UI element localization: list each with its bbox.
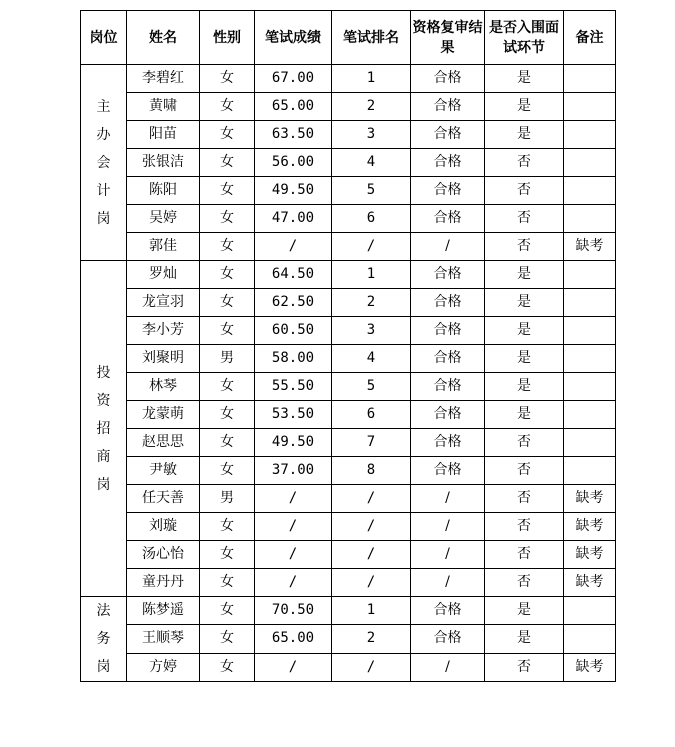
cell-name: 童丹丹	[127, 569, 200, 597]
cell-interview: 否	[485, 233, 564, 261]
cell-note: 缺考	[564, 653, 616, 681]
table-row	[81, 541, 616, 569]
cell-name: 阳苗	[127, 121, 200, 149]
header-score: 笔试成绩	[255, 11, 332, 65]
cell-score: 67.00	[255, 65, 332, 93]
table-row	[81, 569, 616, 597]
cell-interview: 是	[485, 121, 564, 149]
table-row	[81, 93, 616, 121]
cell-gender: 女	[200, 653, 255, 681]
cell-name: 方婷	[127, 653, 200, 681]
cell-review: 合格	[411, 289, 485, 317]
cell-name: 陈梦遥	[127, 597, 200, 625]
cell-name: 赵思思	[127, 429, 200, 457]
cell-review: /	[411, 485, 485, 513]
table-row	[81, 233, 616, 261]
cell-rank: 3	[332, 317, 411, 345]
cell-gender: 女	[200, 569, 255, 597]
cell-review: 合格	[411, 93, 485, 121]
cell-name: 陈阳	[127, 177, 200, 205]
post-label: 投资招商岗	[96, 364, 111, 493]
cell-review: /	[411, 541, 485, 569]
cell-note: 缺考	[564, 569, 616, 597]
results-table	[80, 10, 616, 682]
cell-review: 合格	[411, 149, 485, 177]
cell-rank: 5	[332, 177, 411, 205]
cell-rank: /	[332, 485, 411, 513]
cell-rank: 5	[332, 373, 411, 401]
cell-note	[564, 149, 616, 177]
cell-review: 合格	[411, 625, 485, 653]
cell-score: 49.50	[255, 177, 332, 205]
cell-rank: /	[332, 233, 411, 261]
cell-gender: 女	[200, 597, 255, 625]
cell-name: 刘聚明	[127, 345, 200, 373]
cell-interview: 是	[485, 289, 564, 317]
cell-score: 60.50	[255, 317, 332, 345]
cell-rank: 2	[332, 93, 411, 121]
cell-review: /	[411, 513, 485, 541]
table-row	[81, 485, 616, 513]
cell-gender: 女	[200, 177, 255, 205]
header-row	[81, 11, 616, 65]
table-row	[81, 597, 616, 625]
cell-name: 尹敏	[127, 457, 200, 485]
cell-note	[564, 597, 616, 625]
cell-score: /	[255, 569, 332, 597]
cell-note	[564, 401, 616, 429]
cell-interview: 否	[485, 429, 564, 457]
cell-name: 任天善	[127, 485, 200, 513]
cell-name: 吴婷	[127, 205, 200, 233]
cell-interview: 是	[485, 625, 564, 653]
cell-gender: 女	[200, 289, 255, 317]
cell-score: /	[255, 513, 332, 541]
cell-note	[564, 317, 616, 345]
cell-note	[564, 429, 616, 457]
cell-review: 合格	[411, 205, 485, 233]
cell-review: 合格	[411, 457, 485, 485]
cell-name: 刘璇	[127, 513, 200, 541]
cell-score: /	[255, 233, 332, 261]
cell-review: /	[411, 569, 485, 597]
cell-note	[564, 261, 616, 289]
cell-interview: 是	[485, 401, 564, 429]
post-label: 主办会计岗	[96, 98, 111, 227]
cell-score: 56.00	[255, 149, 332, 177]
table-row	[81, 401, 616, 429]
cell-post	[81, 597, 127, 682]
cell-gender: 女	[200, 513, 255, 541]
cell-name: 林琴	[127, 373, 200, 401]
cell-gender: 女	[200, 233, 255, 261]
cell-score: 64.50	[255, 261, 332, 289]
cell-gender: 女	[200, 149, 255, 177]
cell-interview: 否	[485, 177, 564, 205]
cell-review: /	[411, 653, 485, 681]
table-row	[81, 625, 616, 653]
cell-score: 47.00	[255, 205, 332, 233]
cell-review: 合格	[411, 65, 485, 93]
cell-review: 合格	[411, 261, 485, 289]
table-row	[81, 345, 616, 373]
post-label: 法务岗	[96, 603, 111, 675]
cell-name: 张银洁	[127, 149, 200, 177]
header-post: 岗位	[81, 11, 127, 65]
cell-score: 63.50	[255, 121, 332, 149]
cell-name: 罗灿	[127, 261, 200, 289]
cell-note	[564, 457, 616, 485]
cell-note	[564, 345, 616, 373]
cell-rank: 7	[332, 429, 411, 457]
cell-note: 缺考	[564, 541, 616, 569]
cell-gender: 女	[200, 373, 255, 401]
cell-interview: 否	[485, 513, 564, 541]
cell-post	[81, 261, 127, 597]
cell-rank: 4	[332, 345, 411, 373]
cell-rank: 1	[332, 261, 411, 289]
cell-interview: 否	[485, 485, 564, 513]
cell-note	[564, 289, 616, 317]
table-body	[81, 65, 616, 682]
cell-gender: 女	[200, 429, 255, 457]
cell-note: 缺考	[564, 513, 616, 541]
cell-rank: /	[332, 541, 411, 569]
cell-gender: 女	[200, 261, 255, 289]
cell-note	[564, 625, 616, 653]
cell-interview: 否	[485, 149, 564, 177]
cell-score: /	[255, 653, 332, 681]
cell-interview: 是	[485, 345, 564, 373]
cell-review: 合格	[411, 401, 485, 429]
cell-review: 合格	[411, 597, 485, 625]
cell-interview: 是	[485, 597, 564, 625]
cell-rank: 8	[332, 457, 411, 485]
table-row	[81, 457, 616, 485]
cell-post	[81, 65, 127, 261]
cell-rank: 3	[332, 121, 411, 149]
cell-name: 黄啸	[127, 93, 200, 121]
table-row	[81, 513, 616, 541]
header-name: 姓名	[127, 11, 200, 65]
cell-score: 70.50	[255, 597, 332, 625]
cell-note	[564, 373, 616, 401]
header-review: 资格复审结果	[411, 11, 485, 65]
cell-note	[564, 205, 616, 233]
cell-score: 55.50	[255, 373, 332, 401]
cell-score: /	[255, 541, 332, 569]
header-rank: 笔试排名	[332, 11, 411, 65]
header-note: 备注	[564, 11, 616, 65]
cell-interview: 是	[485, 373, 564, 401]
cell-gender: 女	[200, 401, 255, 429]
cell-note	[564, 121, 616, 149]
cell-rank: 1	[332, 65, 411, 93]
cell-gender: 女	[200, 317, 255, 345]
cell-gender: 女	[200, 65, 255, 93]
cell-name: 王顺琴	[127, 625, 200, 653]
cell-name: 李碧红	[127, 65, 200, 93]
cell-gender: 女	[200, 625, 255, 653]
cell-interview: 否	[485, 205, 564, 233]
cell-review: 合格	[411, 177, 485, 205]
cell-interview: 是	[485, 317, 564, 345]
cell-score: 58.00	[255, 345, 332, 373]
cell-rank: 2	[332, 289, 411, 317]
cell-rank: 1	[332, 597, 411, 625]
cell-review: 合格	[411, 121, 485, 149]
cell-name: 龙蒙萌	[127, 401, 200, 429]
cell-gender: 女	[200, 457, 255, 485]
cell-interview: 是	[485, 65, 564, 93]
cell-rank: /	[332, 653, 411, 681]
table-row	[81, 317, 616, 345]
cell-review: 合格	[411, 429, 485, 457]
table-row	[81, 653, 616, 681]
cell-rank: 2	[332, 625, 411, 653]
cell-interview: 否	[485, 569, 564, 597]
cell-rank: 6	[332, 205, 411, 233]
table-row	[81, 177, 616, 205]
table-row	[81, 205, 616, 233]
cell-gender: 女	[200, 121, 255, 149]
cell-note: 缺考	[564, 233, 616, 261]
cell-score: 65.00	[255, 625, 332, 653]
header-interview: 是否入围面试环节	[485, 11, 564, 65]
cell-note: 缺考	[564, 485, 616, 513]
cell-score: 62.50	[255, 289, 332, 317]
cell-rank: /	[332, 569, 411, 597]
cell-interview: 是	[485, 93, 564, 121]
cell-interview: 否	[485, 541, 564, 569]
cell-name: 郭佳	[127, 233, 200, 261]
table-row	[81, 149, 616, 177]
cell-note	[564, 177, 616, 205]
cell-interview: 否	[485, 653, 564, 681]
cell-note	[564, 93, 616, 121]
table-row	[81, 65, 616, 93]
table-row	[81, 261, 616, 289]
cell-review: /	[411, 233, 485, 261]
cell-rank: 6	[332, 401, 411, 429]
cell-name: 龙宣羽	[127, 289, 200, 317]
cell-name: 汤心怡	[127, 541, 200, 569]
cell-gender: 女	[200, 541, 255, 569]
table-row	[81, 289, 616, 317]
cell-review: 合格	[411, 345, 485, 373]
header-gender: 性别	[200, 11, 255, 65]
cell-gender: 男	[200, 345, 255, 373]
table-row	[81, 121, 616, 149]
cell-score: /	[255, 485, 332, 513]
cell-review: 合格	[411, 317, 485, 345]
cell-name: 李小芳	[127, 317, 200, 345]
cell-score: 37.00	[255, 457, 332, 485]
cell-review: 合格	[411, 373, 485, 401]
cell-gender: 女	[200, 93, 255, 121]
cell-interview: 否	[485, 457, 564, 485]
table-row	[81, 373, 616, 401]
cell-interview: 是	[485, 261, 564, 289]
cell-score: 49.50	[255, 429, 332, 457]
table-row	[81, 429, 616, 457]
cell-score: 53.50	[255, 401, 332, 429]
cell-score: 65.00	[255, 93, 332, 121]
cell-rank: /	[332, 513, 411, 541]
cell-gender: 女	[200, 205, 255, 233]
cell-note	[564, 65, 616, 93]
cell-rank: 4	[332, 149, 411, 177]
cell-gender: 男	[200, 485, 255, 513]
